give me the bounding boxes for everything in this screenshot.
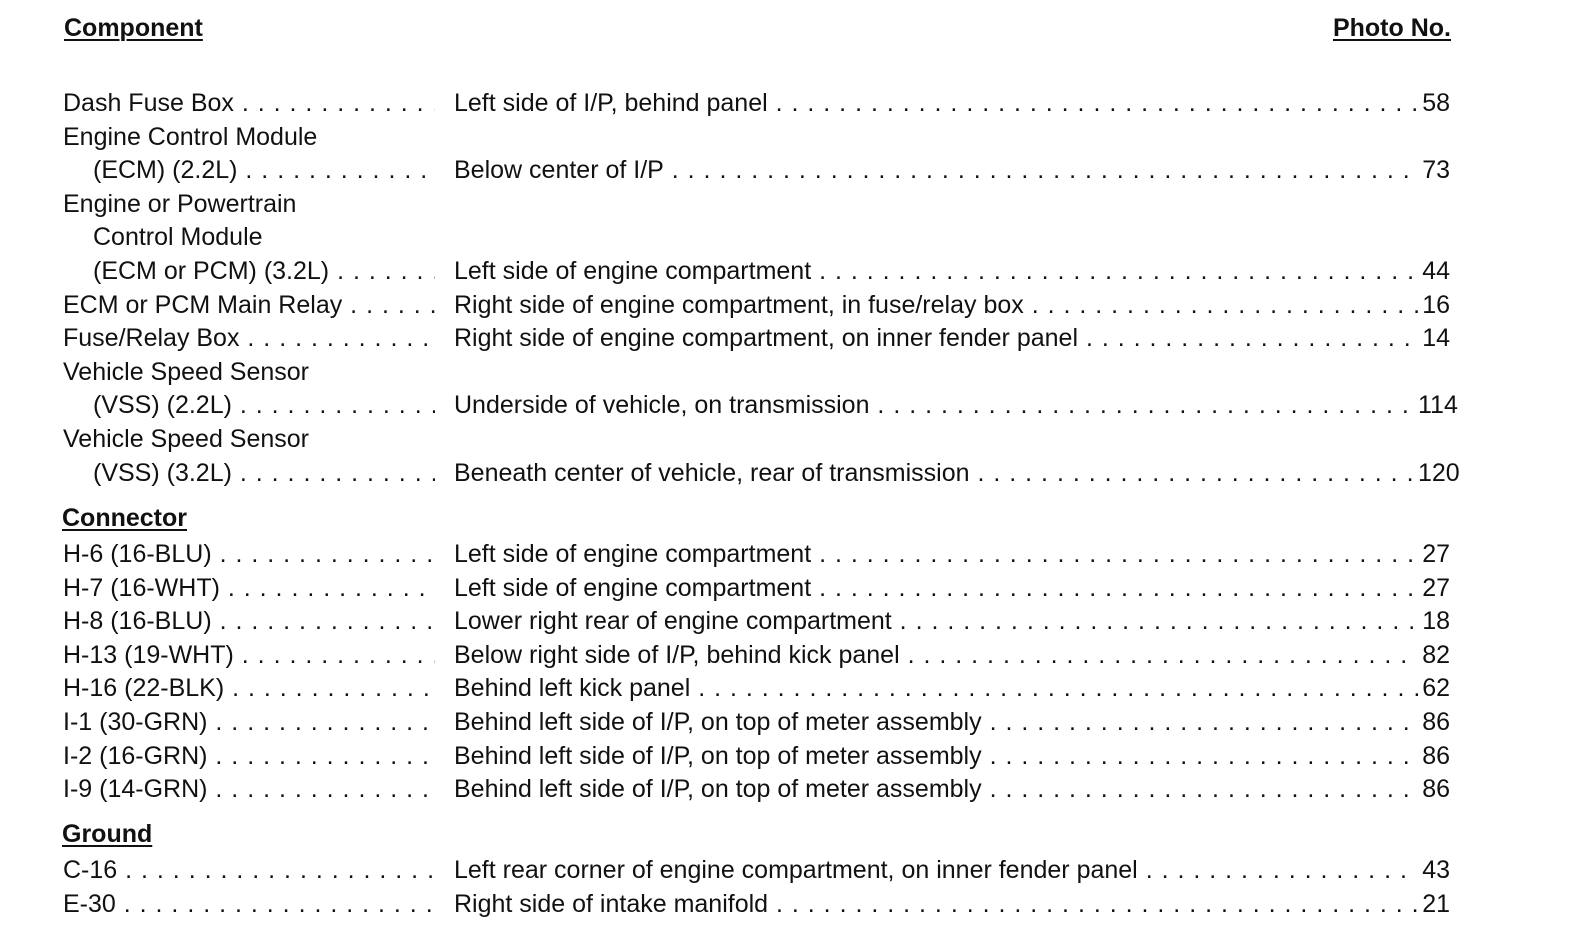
- item-location: Behind left kick panel . . .: [454, 672, 1418, 706]
- component-column-header: Component: [64, 14, 203, 42]
- item-location: Behind left side of I/P, on top of meter assembly . . .: [454, 706, 1418, 740]
- item-photo-number: 21: [1418, 888, 1450, 922]
- table-row: [0, 457, 1584, 491]
- item-photo-number: 44: [1418, 255, 1450, 289]
- item-name: Fuse/Relay Box . . .: [63, 322, 435, 356]
- table-row: [0, 538, 1584, 572]
- item-location: Right side of engine compartment, on inner fender panel . . .: [454, 322, 1418, 356]
- table-row: [0, 356, 1584, 390]
- item-name: Engine or Powertrain: [63, 189, 297, 218]
- item-photo-number: 43: [1418, 854, 1450, 888]
- item-location: Below center of I/P . . .: [454, 154, 1418, 188]
- item-name: H-16 (22-BLK) . . .: [63, 672, 435, 706]
- item-name: H-8 (16-BLU) . . .: [63, 605, 435, 639]
- table-row: [0, 572, 1584, 606]
- table-row: [0, 389, 1584, 423]
- item-location: Left side of I/P, behind panel . . .: [454, 87, 1418, 121]
- table-row: [0, 255, 1584, 289]
- item-photo-number: 16: [1418, 289, 1450, 323]
- item-location: Underside of vehicle, on transmission . . .: [454, 389, 1418, 423]
- item-name: H-7 (16-WHT) . . .: [63, 572, 435, 606]
- item-photo-number: 14: [1418, 322, 1450, 356]
- table-row: [0, 706, 1584, 740]
- table-row: [0, 773, 1584, 807]
- table-row: [0, 87, 1584, 121]
- item-photo-number: 27: [1418, 538, 1450, 572]
- item-name: (VSS) (2.2L) . . .: [93, 389, 435, 423]
- table-row: [0, 121, 1584, 155]
- item-location: Behind left side of I/P, on top of meter assembly . . .: [454, 740, 1418, 774]
- item-photo-number: 18: [1418, 605, 1450, 639]
- item-name: I-9 (14-GRN) . . .: [63, 773, 435, 807]
- item-photo-number: 62: [1418, 672, 1450, 706]
- table-row: [0, 221, 1584, 255]
- table-row: [0, 854, 1584, 888]
- item-location: Left side of engine compartment . . .: [454, 572, 1418, 606]
- item-name: I-1 (30-GRN) . . .: [63, 706, 435, 740]
- item-name: I-2 (16-GRN) . . .: [63, 740, 435, 774]
- item-location: Behind left side of I/P, on top of meter assembly . . .: [454, 773, 1418, 807]
- item-photo-number: 86: [1418, 706, 1450, 740]
- item-location: Right side of engine compartment, in fuse/relay box . . .: [454, 289, 1418, 323]
- item-photo-number: 82: [1418, 639, 1450, 673]
- item-name: Vehicle Speed Sensor: [63, 357, 310, 386]
- item-name: (VSS) (3.2L) . . .: [93, 457, 435, 491]
- table-row: [0, 740, 1584, 774]
- table-row: [0, 639, 1584, 673]
- item-name: (ECM) (2.2L) . . .: [93, 154, 435, 188]
- item-name: H-13 (19-WHT) . . .: [63, 639, 435, 673]
- item-photo-number: 27: [1418, 572, 1450, 606]
- item-name: Dash Fuse Box . . .: [63, 87, 435, 121]
- item-name: Engine Control Module: [63, 122, 318, 151]
- table-row: [0, 289, 1584, 323]
- item-name: C-16 . . .: [63, 854, 435, 888]
- item-photo-number: 73: [1418, 154, 1450, 188]
- item-location: Left rear corner of engine compartment, on inner fender panel . . .: [454, 854, 1418, 888]
- table-row: [0, 888, 1584, 922]
- item-name: Control Module: [93, 223, 263, 252]
- item-location: Right side of intake manifold . . .: [454, 888, 1418, 922]
- ground-section-title: Ground: [62, 820, 153, 848]
- table-row: [0, 154, 1584, 188]
- item-location: Left side of engine compartment . . .: [454, 538, 1418, 572]
- table-row: [0, 322, 1584, 356]
- table-row: [0, 188, 1584, 222]
- table-row: [0, 672, 1584, 706]
- item-location: Beneath center of vehicle, rear of transmission . . .: [454, 457, 1418, 491]
- photo-number-column-header: Photo No.: [1332, 14, 1451, 42]
- item-name: Vehicle Speed Sensor: [63, 425, 310, 453]
- connector-section-title: Connector: [62, 504, 187, 532]
- table-row: [0, 423, 1584, 457]
- item-photo-number: 114: [1418, 389, 1450, 423]
- item-photo-number: 58: [1418, 87, 1450, 121]
- item-photo-number: 86: [1418, 740, 1450, 774]
- item-location: Lower right rear of engine compartment . . .: [454, 605, 1418, 639]
- table-row: [0, 605, 1584, 639]
- item-photo-number: 120: [1418, 457, 1450, 491]
- item-name: H-6 (16-BLU) . . .: [63, 538, 435, 572]
- item-photo-number: 86: [1418, 773, 1450, 807]
- item-name: (ECM or PCM) (3.2L) . . .: [93, 255, 435, 289]
- item-location: Left side of engine compartment . . .: [454, 255, 1418, 289]
- item-name: E-30 . . .: [63, 888, 435, 922]
- item-name: ECM or PCM Main Relay . . .: [63, 289, 435, 323]
- item-location: Below right side of I/P, behind kick panel . . .: [454, 639, 1418, 673]
